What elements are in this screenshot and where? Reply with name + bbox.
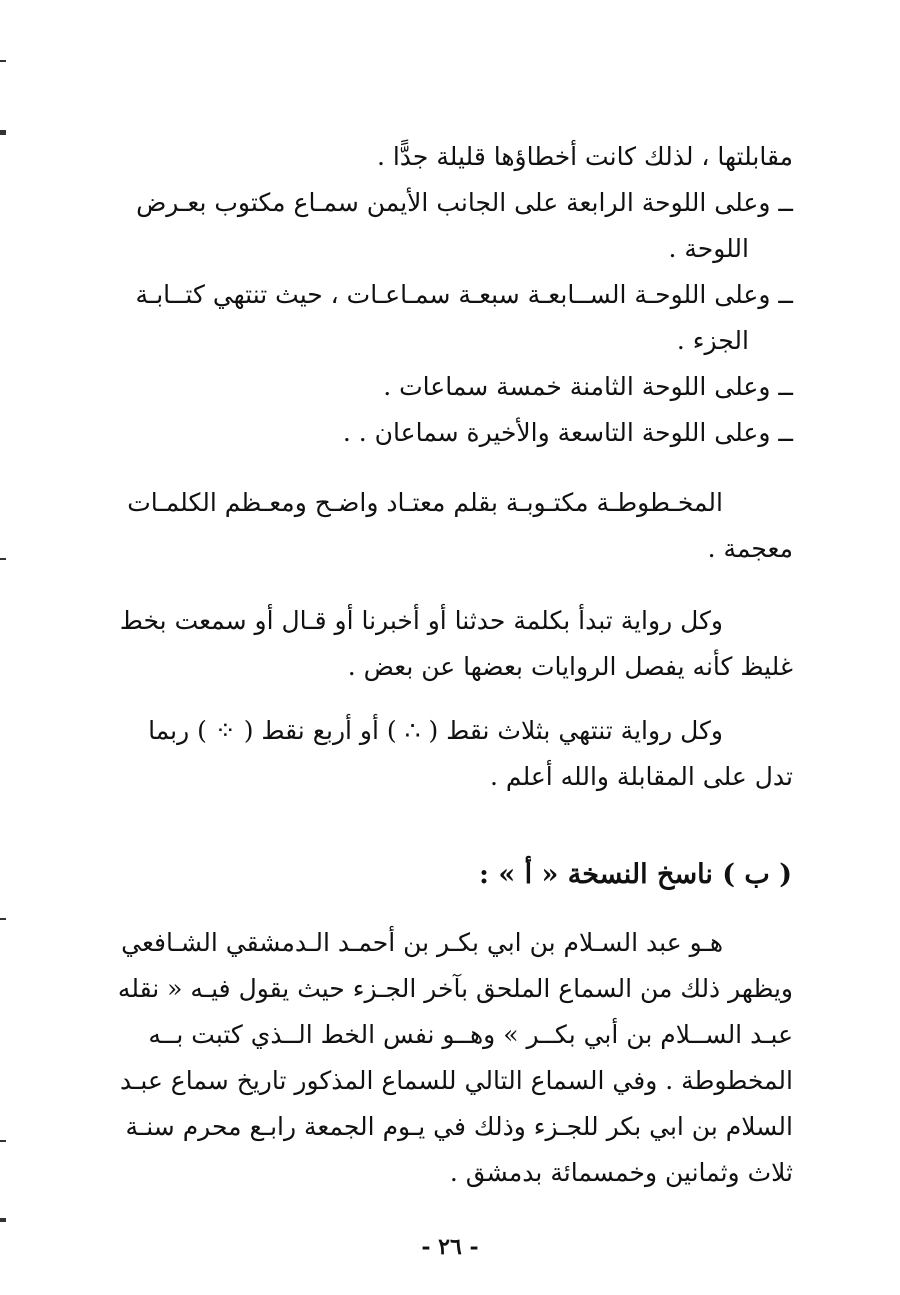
text-line: معجمة .: [707, 534, 793, 563]
scan-edge-mark: [0, 558, 6, 560]
text-line: غليظ كأنه يفصل الروايات بعضها عن بعض .: [347, 652, 793, 681]
paragraph-2: [118, 480, 793, 572]
text-line: تدل على المقابلة والله أعلم .: [490, 762, 793, 791]
text-line: وكل رواية تنتهي بثلاث نقط ( ∴ ) أو أربع نقط ( ⁘ ) ربما: [148, 716, 723, 745]
text-line: ــ وعلى اللوحة الثامنة خمسة سماعات .: [383, 372, 793, 401]
paragraph-3: [118, 598, 793, 690]
paragraph-4: [118, 708, 793, 800]
text-line: وكل رواية تبدأ بكلمة حدثنا أو أخبرنا أو قـال أو سمعت بخط: [119, 606, 723, 635]
text-line: مقابلتها ، لذلك كانت أخطاؤها قليلة جدًّا .: [376, 142, 793, 171]
text-line: المخـطوطـة مكتـوبـة بقلم معتـاد واضـح ومعـظم الكلمـات: [127, 488, 723, 517]
scan-edge-mark: [0, 1218, 6, 1222]
text-line: ــ وعلى اللوحة الرابعة على الجانب الأيمن سمـاع مكتوب بعـرض: [136, 188, 793, 217]
scan-edge-mark: [0, 60, 6, 62]
text-line: ثلاث وثمانين وخمسمائة بدمشق .: [449, 1158, 793, 1187]
text-line: الجزء .: [676, 326, 749, 355]
paragraph-1: [118, 134, 793, 456]
text-line: ــ وعلى اللوحـة الســابعـة سبعـة سمـاعـات ، حيث تنتهي كتــابـة: [135, 280, 793, 309]
text-line: عبـد الســلام بن أبي بكــر » وهــو نفس الخط الــذي كتبت بــه: [148, 1020, 793, 1049]
text-line: هـو عبد السـلام بن ابي بكـر بن أحمـد الـدمشقي الشـافعي: [121, 928, 723, 957]
paragraph-5: [118, 920, 793, 1196]
section-heading: ( ب ) ناسخ النسخة « أ » :: [478, 859, 792, 890]
scan-edge-mark: [0, 918, 6, 920]
text-line: ويظهر ذلك من السماع الملحق بآخر الجـزء حيث يقول فيـه « نقله: [117, 974, 793, 1003]
scan-edge-mark: [0, 130, 6, 135]
text-line: المخطوطة . وفي السماع التالي للسماع المذكور تاريخ سماع عبـد: [119, 1066, 793, 1095]
text-line: اللوحة .: [668, 234, 749, 263]
text-line: ــ وعلى اللوحة التاسعة والأخيرة سماعان . .: [342, 418, 793, 447]
page-number: - ٢٦ -: [421, 1234, 479, 1260]
text-line: السلام بن ابي بكر للجـزء وذلك في يـوم الجمعة رابـع محرم سنـة: [125, 1112, 793, 1141]
scan-edge-mark: [0, 1140, 6, 1142]
